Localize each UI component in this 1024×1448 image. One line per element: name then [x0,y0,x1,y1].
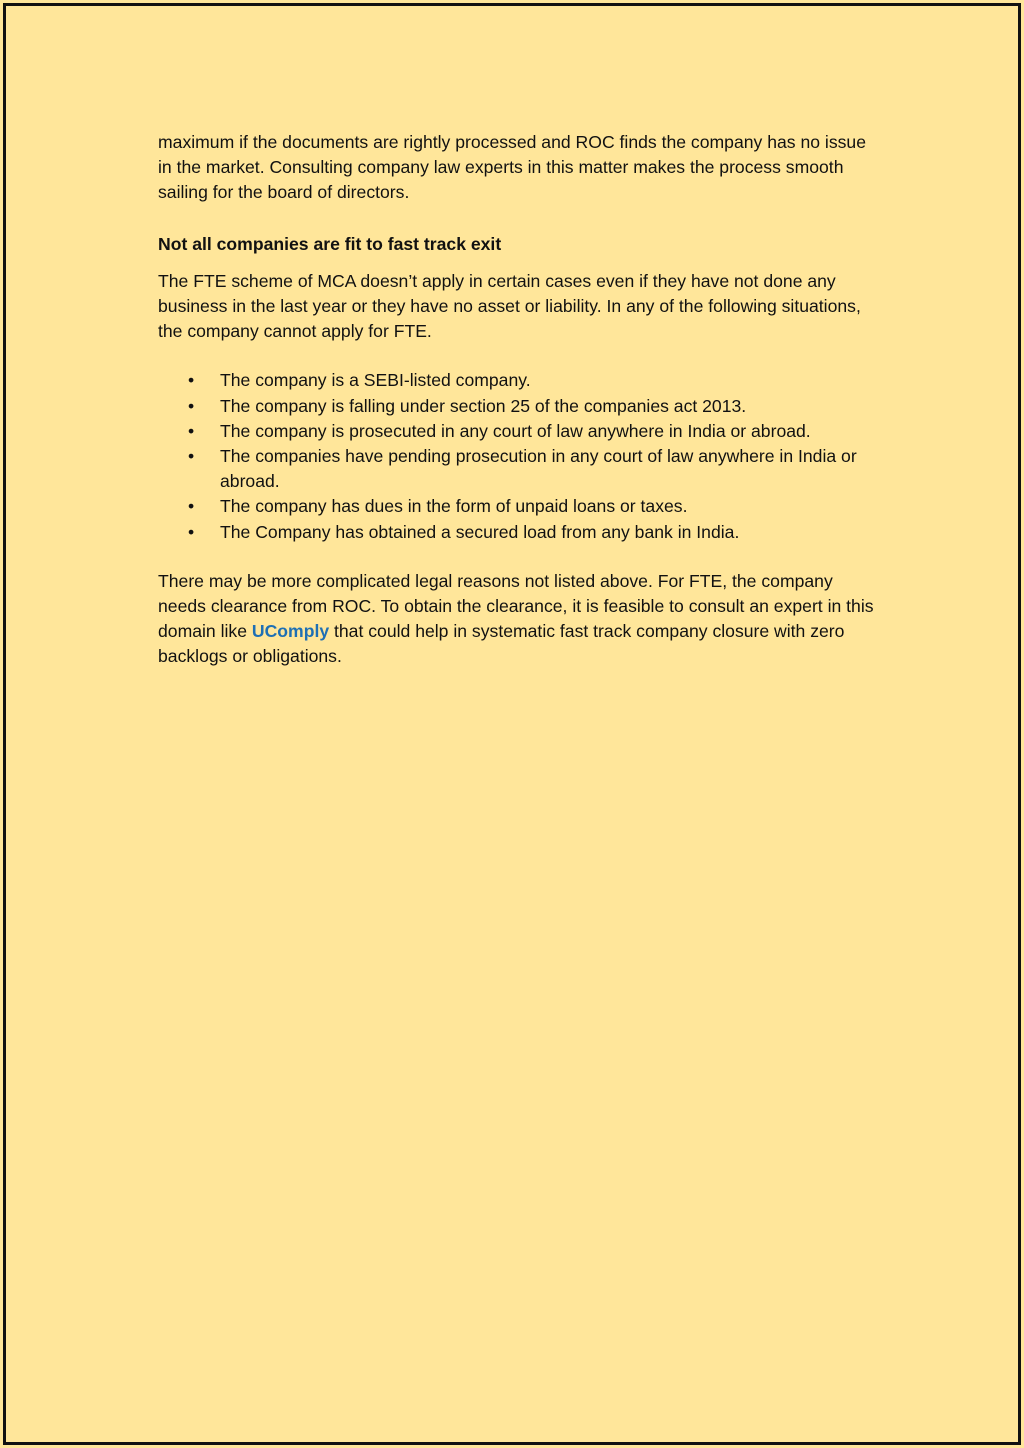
list-item-text: The Company has obtained a secured load from any bank in India. [220,521,740,542]
ucomply-link[interactable]: UComply [251,621,330,642]
list-item [158,394,878,419]
intro-paragraph: maximum if the documents are rightly processed and ROC finds the company has no issue in the market. Consulting company law experts in this matter makes the process smooth sailing for the board of directors. [158,132,866,203]
bullet-icon: • [188,446,195,467]
bullet-icon: • [188,370,195,391]
list-item-text: The company is a SEBI-listed company. [220,370,531,391]
closing-paragraph [158,569,878,670]
list-item [158,368,878,393]
list-item [158,494,878,519]
section-heading: Not all companies are fit to fast track exit [158,233,502,254]
list-item [158,444,878,494]
page-content [158,130,878,694]
list-item-text: The companies have pending prosecution in any court of law anywhere in India or abroad. [220,446,857,492]
body-paragraph: The FTE scheme of MCA doesn’t apply in certain cases even if they have not done any business in the last year or they have no asset or liability. In any of the following situations, the company cannot apply for FTE. [158,270,861,342]
list-item-text: The company is prosecuted in any court of law anywhere in India or abroad. [220,420,811,441]
bullet-icon: • [188,521,195,542]
list-item-text: The company is falling under section 25 of the companies act 2013. [220,395,747,416]
bullet-list [158,368,878,544]
document-page [3,3,1021,1445]
closing-text-before-link: There may be more complicated legal reasons not listed above. For FTE, the company needs clearance from ROC. To obtain the clearance, it is feasible to consult an expert in this domain like [158,570,874,642]
bullet-icon: • [188,395,195,416]
bullet-icon: • [188,496,195,517]
bullet-icon: • [188,420,195,441]
list-item-text: The company has dues in the form of unpaid loans or taxes. [220,496,688,517]
list-item [158,419,878,444]
closing-text-after-link: that could help in systematic fast track company closure with zero backlogs or obligations. [158,621,845,667]
list-item [158,520,878,545]
